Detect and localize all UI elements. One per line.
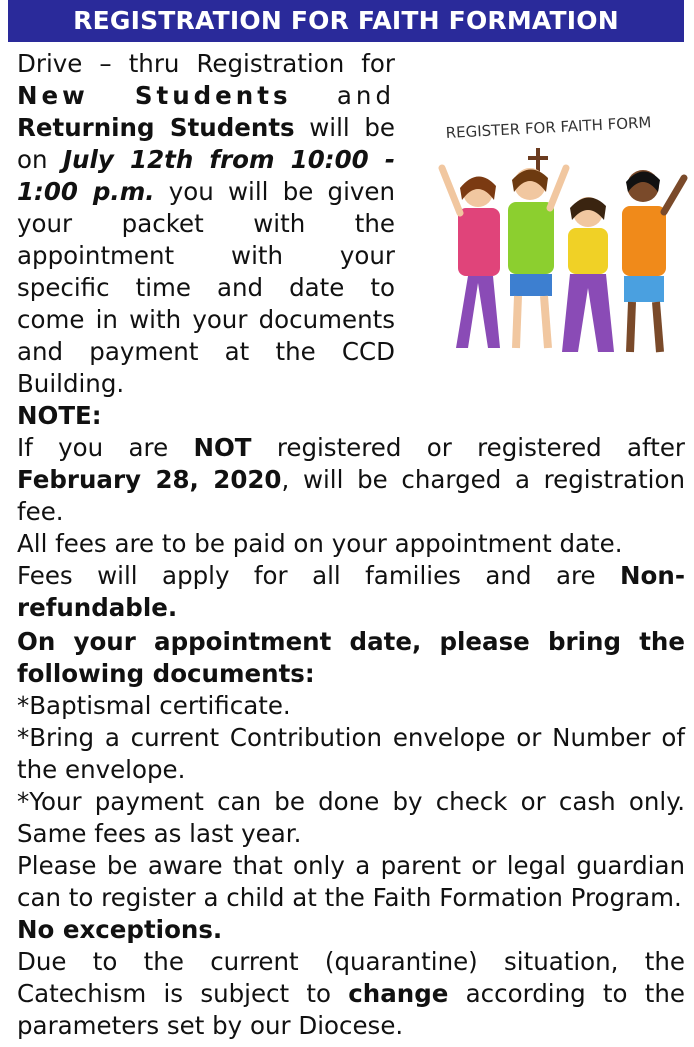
clipart-caption: REGISTER FOR FAITH FORM xyxy=(445,113,652,142)
document-item: *Your payment can be done by check or cash only. Same fees as last year. xyxy=(17,787,685,848)
note-paragraph-2: All fees are to be paid on your appointment date. xyxy=(17,529,623,558)
quarantine-notice: Due to the current (quarantine) situation, the Catechism is subject to change according to the parameters set by our Diocese. xyxy=(17,947,685,1040)
documents-heading: On your appointment date, please bring the following documents: xyxy=(17,627,685,688)
document-item: *Baptismal certificate. xyxy=(17,691,291,720)
banner-title: REGISTRATION FOR FAITH FORMATION xyxy=(8,0,684,42)
intro-paragraph xyxy=(17,48,395,400)
no-exceptions: No exceptions. xyxy=(17,915,223,944)
register-clipart xyxy=(438,108,688,370)
intro-returning-students: Returning Students xyxy=(17,113,295,142)
guardian-notice: Please be aware that only a parent or legal guardian can to register a child at the Faith Formation Program. xyxy=(17,851,685,912)
note-section xyxy=(17,400,685,624)
intro-text: Drive – thru Registration for xyxy=(17,49,395,78)
intro-text: you will be given your packet with the appointment with your specific time and date to come in with your documents and payment at the CCD Building. xyxy=(17,177,395,398)
note-paragraph-1: If you are NOT registered or registered after February 28, 2020, will be charged a registration fee. xyxy=(17,433,685,526)
note-heading: NOTE: xyxy=(17,401,102,430)
intro-text: will be on xyxy=(17,113,395,174)
intro-date: July 12th from 10:00 - 1:00 p.m. xyxy=(17,145,395,206)
intro-new-students: New Students xyxy=(17,81,292,110)
documents-section xyxy=(17,626,685,1042)
intro-and: and xyxy=(291,81,395,110)
document-item: *Bring a current Contribution envelope or Number of the envelope. xyxy=(17,723,685,784)
note-paragraph-3: Fees will apply for all families and are Non-refundable. xyxy=(17,561,685,622)
